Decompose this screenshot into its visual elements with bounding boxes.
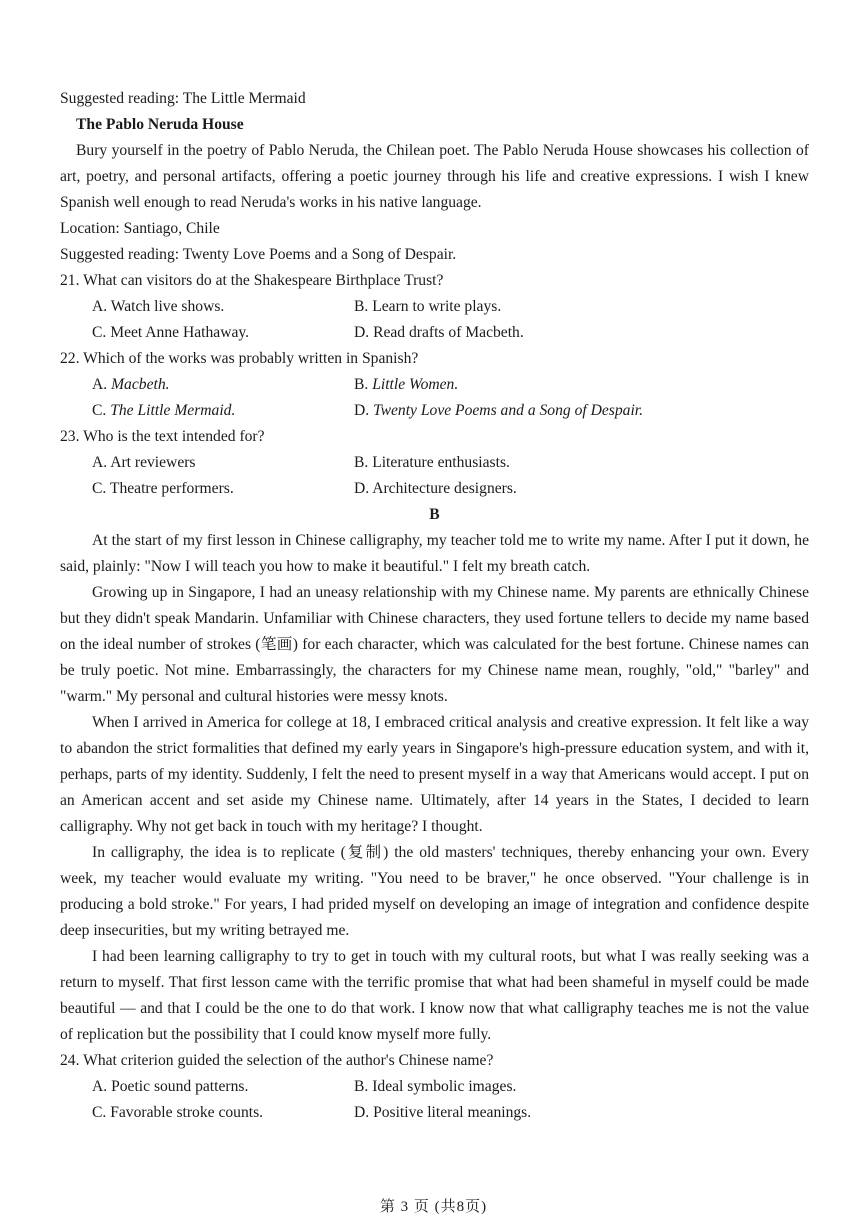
passage-paragraph-3: When I arrived in America for college at 18, I embraced critical analysis and creative expression. It felt like a way to abandon the strict formalities that defined my early years in Singapore's high-pressure education system, and with it, perhaps, parts of my identity. Suddenly, I felt the need to present myself in a way that Americans would accept. I put on an American accent and set aside my Chinese name. Ultimately, after 14 years in the States, I decided to learn calligraphy. Why not get back in touch with my heritage? I thought. [60, 714, 809, 835]
option-c[interactable]: C. Favorable stroke counts. [92, 1104, 264, 1121]
suggested-reading-neruda: Suggested reading: Twenty Love Poems and a Song of Despair. [60, 246, 457, 263]
question-22-options-row1 [60, 372, 809, 398]
option-a[interactable]: A. Macbeth. [92, 376, 170, 393]
question-24-options-row2 [60, 1100, 809, 1126]
passage-paragraph-5: I had been learning calligraphy to try to get in touch with my cultural roots, but what I was really seeking was a return to myself. That first lesson came with the terrific promise that what had been shameful in myself could be made beautiful — and that I could be the one to do that work. I know now that what calligraphy teaches me is not the value of replication but the possibility that I could know myself more fully. [60, 948, 809, 1043]
question-24: 24. What criterion guided the selection of the author's Chinese name? [60, 1052, 494, 1069]
question-23-options-row1 [60, 450, 809, 476]
suggested-reading-mermaid: Suggested reading: The Little Mermaid [60, 90, 306, 107]
option-a[interactable]: A. Poetic sound patterns. [92, 1078, 249, 1095]
option-d[interactable]: D. Read drafts of Macbeth. [354, 324, 524, 341]
option-a[interactable]: A. Watch live shows. [92, 298, 225, 315]
question-21: 21. What can visitors do at the Shakespeare Birthplace Trust? [60, 272, 444, 289]
question-23: 23. Who is the text intended for? [60, 428, 265, 445]
location-text: Location: Santiago, Chile [60, 220, 220, 237]
option-b[interactable]: B. Learn to write plays. [354, 298, 502, 315]
option-b[interactable]: B. Little Women. [354, 376, 459, 393]
question-22-options-row2 [60, 398, 809, 424]
question-21-options-row2 [60, 320, 809, 346]
option-b[interactable]: B. Literature enthusiasts. [354, 454, 510, 471]
question-24-options-row1 [60, 1074, 809, 1100]
option-d[interactable]: D. Architecture designers. [354, 480, 517, 497]
section-b-label: B [429, 506, 440, 523]
option-a[interactable]: A. Art reviewers [92, 454, 196, 471]
option-d[interactable]: D. Positive literal meanings. [354, 1104, 532, 1121]
page-number-footer: 第 3 页 (共8页) [379, 1199, 488, 1215]
option-c[interactable]: C. The Little Mermaid. [92, 402, 236, 419]
option-b[interactable]: B. Ideal symbolic images. [354, 1078, 517, 1095]
passage-paragraph-1: At the start of my first lesson in Chinese calligraphy, my teacher told me to write my name. After I put it down, he said, plainly: "Now I will teach you how to make it beautiful." I felt my breath catch. [60, 532, 809, 575]
question-21-options-row1 [60, 294, 809, 320]
question-22: 22. Which of the works was probably written in Spanish? [60, 350, 419, 367]
option-c[interactable]: C. Meet Anne Hathaway. [92, 324, 250, 341]
passage-paragraph-2: Growing up in Singapore, I had an uneasy relationship with my Chinese name. My parents are ethnically Chinese but they didn't speak Mandarin. Unfamiliar with Chinese characters, they used fortune tellers to decide my name based on the ideal number of strokes (笔画) for each character, which was calculated for the best fortune. Chinese names can be truly poetic. Not mine. Embarrassingly, the characters for my Chinese name mean, roughly, "old," "barley" and "warm." My personal and cultural histories were messy knots. [60, 584, 809, 705]
passage-paragraph-4: In calligraphy, the idea is to replicate (复制) the old masters' techniques, thereby enhancing your own. Every week, my teacher would evaluate my writing. "You need to be braver," he once observed. "Your challenge is in producing a bold stroke." For years, I had prided myself on developing an image of integration and confidence despite deep insecurities, but my writing betrayed me. [60, 844, 809, 939]
option-c[interactable]: C. Theatre performers. [92, 480, 234, 497]
neruda-paragraph: Bury yourself in the poetry of Pablo Neruda, the Chilean poet. The Pablo Neruda House showcases his collection of art, poetry, and personal artifacts, offering a poetic journey through his life and creative expressions. I wish I knew Spanish well enough to read Neruda's works in his native language. [60, 142, 809, 211]
section-title-neruda: The Pablo Neruda House [76, 116, 244, 133]
question-23-options-row2 [60, 476, 809, 502]
option-d[interactable]: D. Twenty Love Poems and a Song of Despair. [354, 402, 644, 419]
